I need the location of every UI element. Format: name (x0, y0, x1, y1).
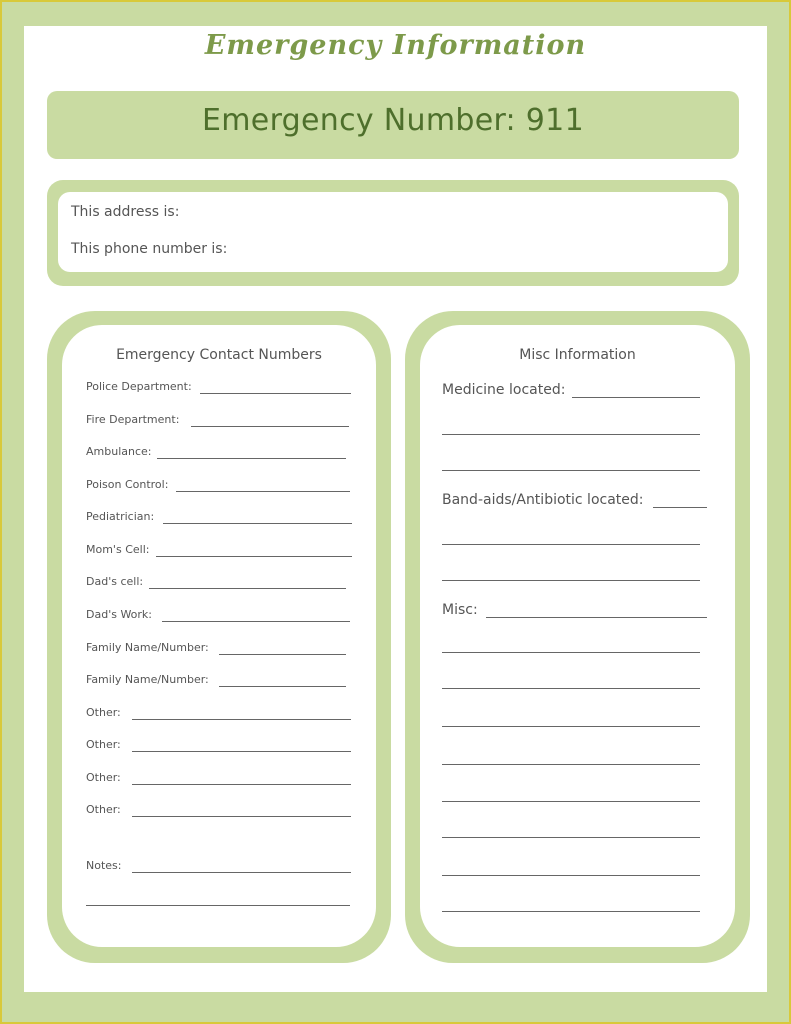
contact-label: Dad's cell: (86, 575, 144, 588)
contact-row (86, 380, 356, 396)
contact-row (86, 641, 356, 657)
contact-label: Other: (86, 738, 121, 751)
misc-blank-line (442, 580, 700, 581)
contact-fill-line (162, 621, 350, 622)
contact-fill-line (163, 523, 352, 524)
misc-blank-line (442, 434, 700, 435)
contacts-panel (47, 311, 391, 963)
contact-fill-line (219, 654, 346, 655)
contact-fill-line (132, 719, 351, 720)
misc-blank-line (442, 688, 700, 689)
contact-fill-line (156, 556, 352, 557)
contact-row (86, 413, 356, 429)
contact-row (86, 445, 356, 461)
notes-label: Notes: (86, 859, 122, 872)
contact-label: Pediatrician: (86, 510, 155, 523)
address-box-inner (58, 192, 728, 272)
contact-row (86, 673, 356, 689)
misc-blank-line (442, 911, 700, 912)
contact-row (86, 803, 356, 819)
contact-row (86, 771, 356, 787)
contact-row (86, 706, 356, 722)
misc-blank-line (442, 875, 700, 876)
emergency-number-banner (47, 91, 739, 159)
contact-label: Family Name/Number: (86, 641, 209, 654)
contact-fill-line (176, 491, 350, 492)
misc-blank-line (442, 726, 700, 727)
contact-fill-line (132, 816, 351, 817)
misc-panel-inner (420, 325, 735, 947)
notes-line (132, 872, 351, 873)
notes-line-2 (86, 905, 350, 906)
contact-fill-line (219, 686, 346, 687)
contact-row (86, 738, 356, 754)
phone-number-label: This phone number is: (71, 241, 228, 257)
contacts-heading: Emergency Contact Numbers (116, 347, 322, 363)
misc-blank-line (442, 544, 700, 545)
misc-blank-line (442, 764, 700, 765)
contact-fill-line (149, 588, 346, 589)
contact-label: Other: (86, 706, 121, 719)
contacts-panel-inner (62, 325, 376, 947)
page-title: Emergency Information (204, 30, 587, 61)
contact-label: Dad's Work: (86, 608, 153, 621)
contact-label: Other: (86, 803, 121, 816)
contact-fill-line (132, 751, 351, 752)
contact-fill-line (157, 458, 346, 459)
misc-blank-line (442, 652, 700, 653)
misc-panel (405, 311, 750, 963)
contact-row (86, 608, 356, 624)
misc-heading: Misc Information (519, 347, 636, 363)
contact-label: Family Name/Number: (86, 673, 209, 686)
contact-fill-line (200, 393, 351, 394)
misc-blank-line (442, 801, 700, 802)
contact-fill-line (191, 426, 349, 427)
contact-label: Police Department: (86, 380, 192, 393)
medicine-label: Medicine located: (442, 382, 566, 398)
contact-row (86, 575, 356, 591)
bandaids-line (653, 507, 707, 508)
contact-label: Mom's Cell: (86, 543, 150, 556)
contact-label: Poison Control: (86, 478, 169, 491)
contact-fill-line (132, 784, 351, 785)
address-label: This address is: (71, 204, 180, 220)
misc-blank-line (442, 837, 700, 838)
contact-label: Ambulance: (86, 445, 152, 458)
contact-label: Fire Department: (86, 413, 180, 426)
notes-row (86, 859, 356, 875)
misc-line (486, 617, 707, 618)
contact-row (86, 543, 356, 559)
misc-label: Misc: (442, 602, 478, 618)
contact-row (86, 510, 356, 526)
misc-blank-line (442, 470, 700, 471)
emergency-number-text: Emergency Number: 911 (202, 103, 584, 138)
contact-row (86, 478, 356, 494)
medicine-line (572, 397, 700, 398)
bandaids-label: Band-aids/Antibiotic located: (442, 492, 644, 508)
contact-label: Other: (86, 771, 121, 784)
address-box (47, 180, 739, 286)
